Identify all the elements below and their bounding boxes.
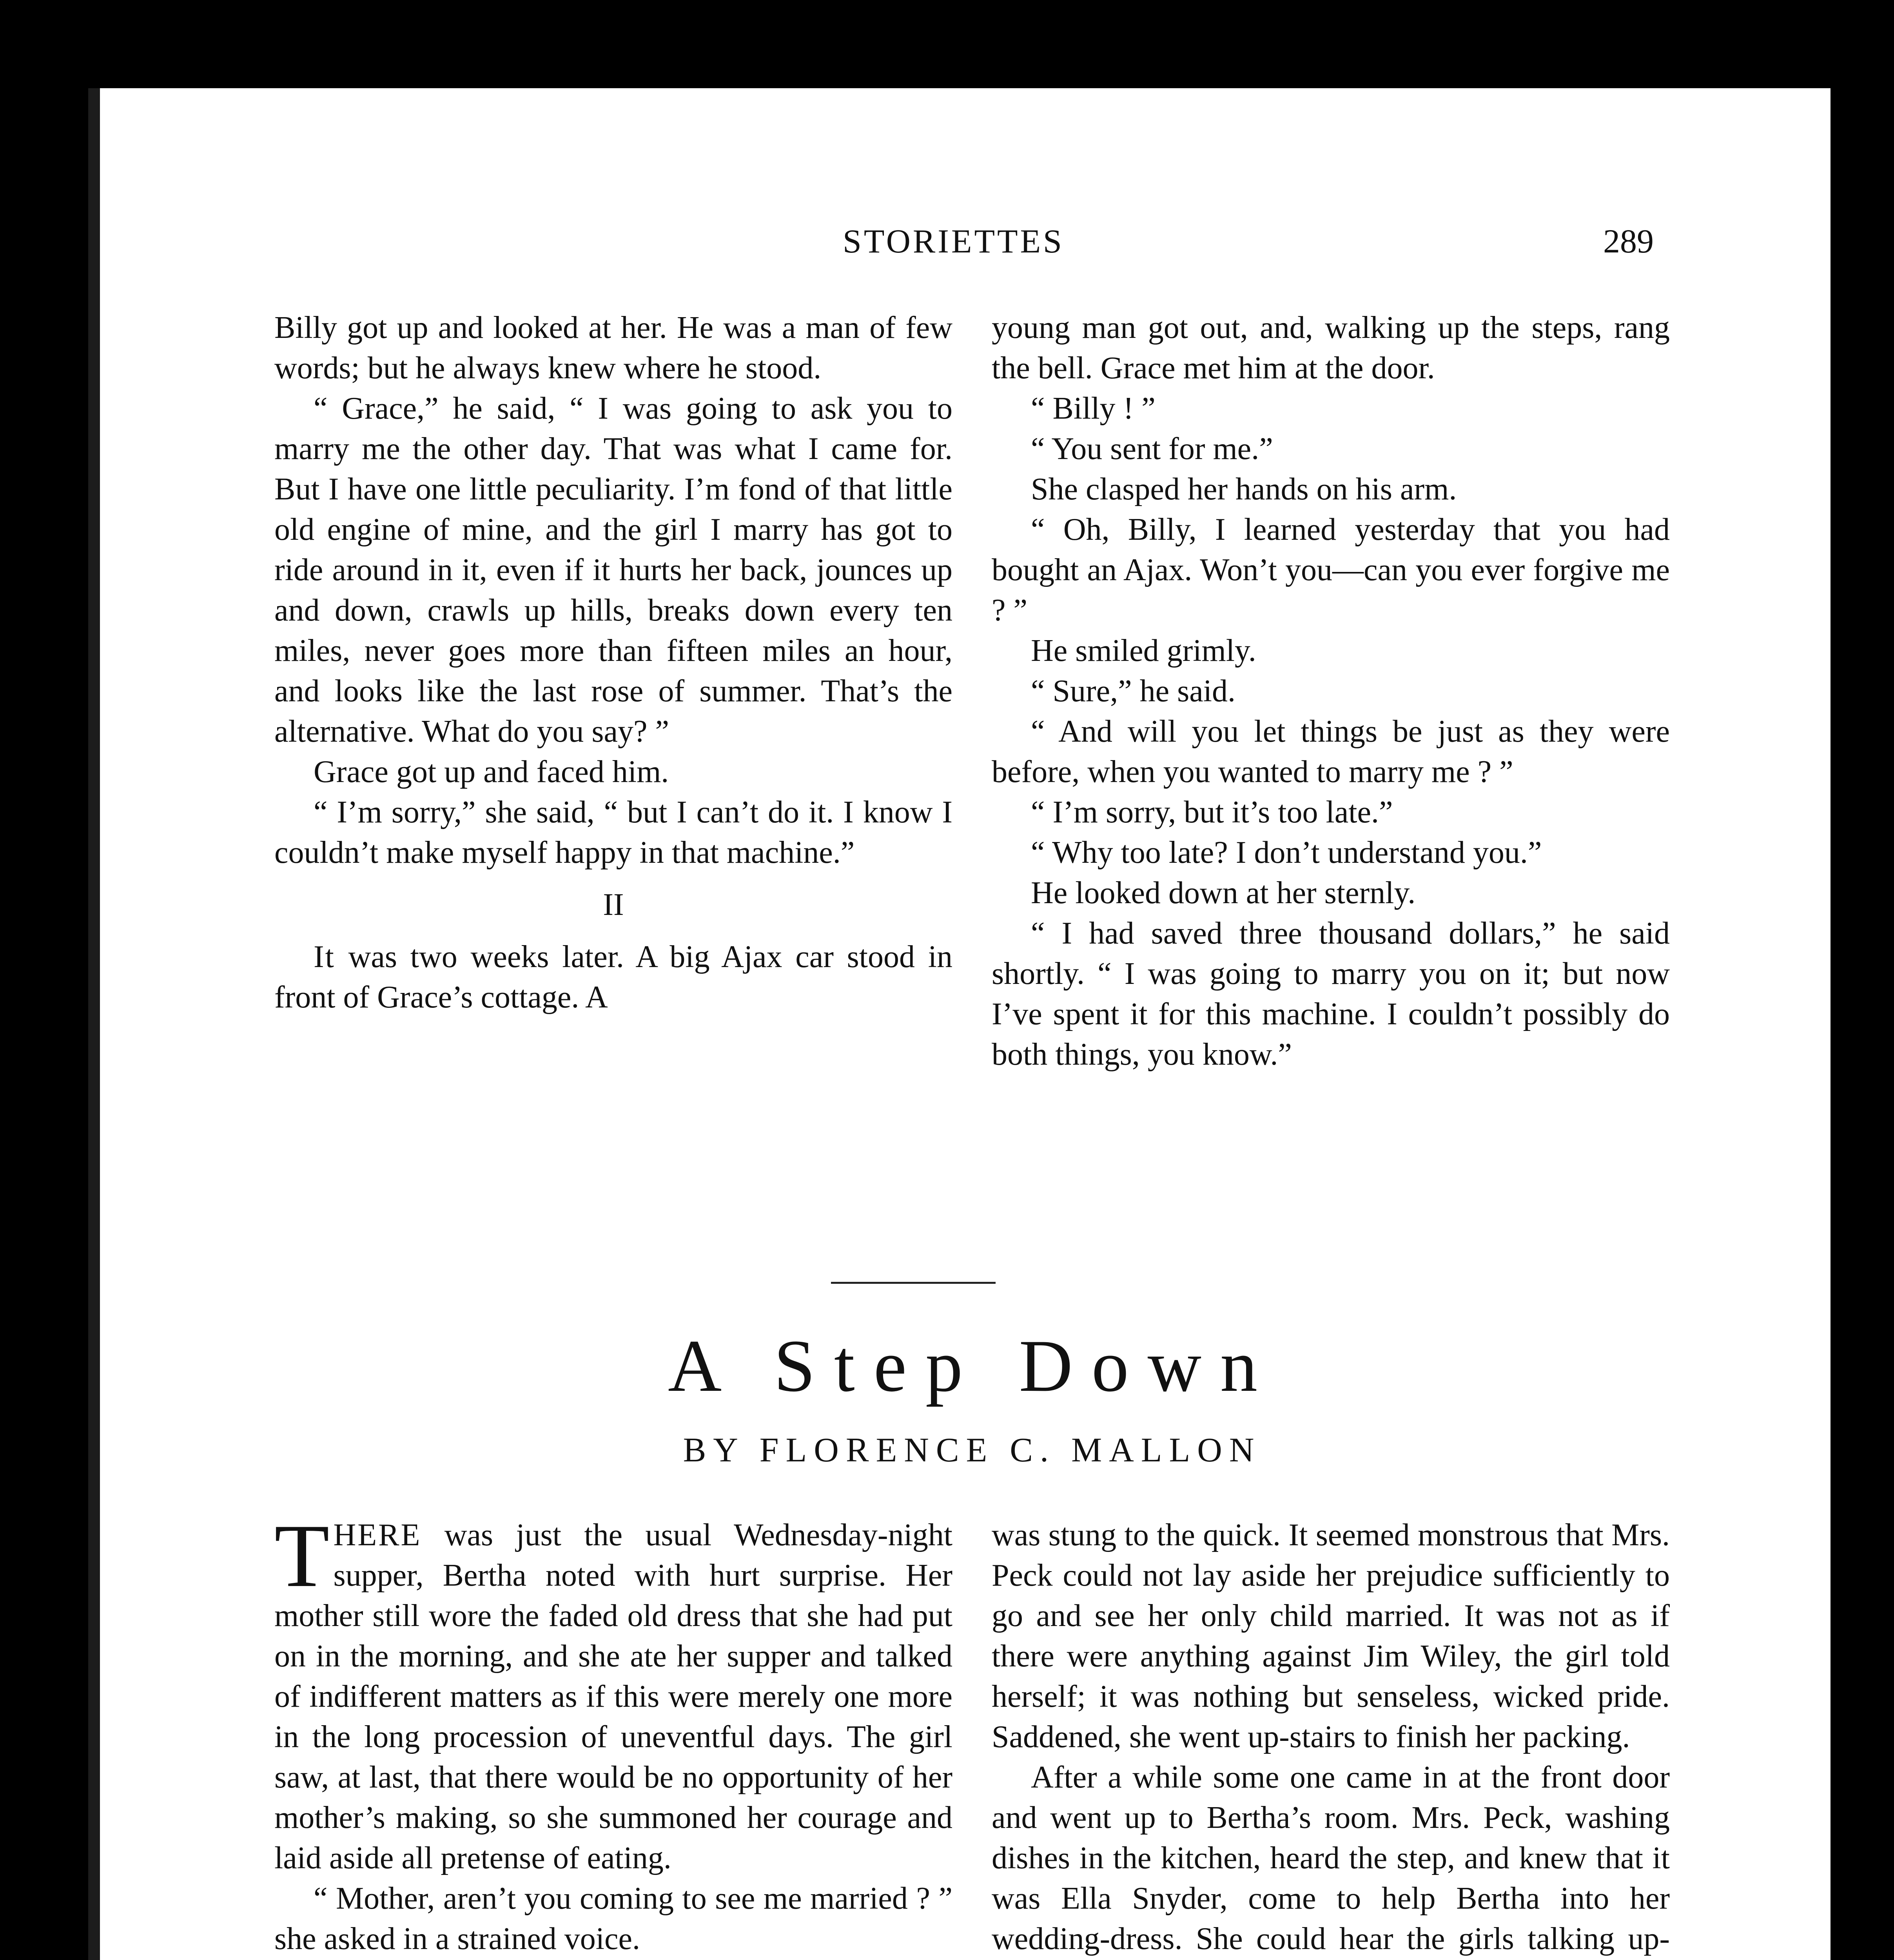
paragraph: “ I’m sorry, but it’s too late.” bbox=[1031, 795, 1393, 829]
paragraph: “ I had saved three thousand dollars,” he said shortly. “ I was going to marry you on it; but now I’ve spent it for this machine. I couldn’t possibly do both things, you know.” bbox=[992, 916, 1670, 1072]
paragraph: young man got out, and, walking up the steps, rang the bell. Grace met him at the door. bbox=[992, 310, 1670, 385]
running-head: STORIETTES bbox=[843, 222, 1064, 260]
paragraph: “ Sure,” he said. bbox=[1031, 674, 1236, 708]
opening-paragraph bbox=[274, 1506, 952, 1878]
paragraph: “ Mother, aren’t you coming to see me married ? ” she asked in a strained voice. bbox=[274, 1881, 952, 1956]
paragraph: “ Why too late? I don’t understand you.” bbox=[1031, 835, 1542, 870]
previous-story-right-column bbox=[992, 308, 1670, 1075]
story-left-column bbox=[274, 1506, 952, 1960]
section-number: II bbox=[603, 887, 624, 922]
paragraph: He looked down at her sternly. bbox=[1031, 876, 1416, 910]
paragraph: Billy got up and looked at her. He was a man of few words; but he always knew where he stood. bbox=[274, 310, 952, 385]
paragraph: was stung to the quick. It seemed monstrous that Mrs. Peck could not lay aside her prejudice sufficiently to go and see her only child married. It was not as if there were anything against Jim Wiley, the girl told herself; it was nothing but senseless, wicked pride. Saddened, she went up-stairs to finish her packing. bbox=[992, 1518, 1670, 1754]
story-right-column bbox=[992, 1515, 1670, 1960]
story-byline: BY FLORENCE C. MALLON bbox=[683, 1431, 1261, 1469]
paragraph: After a while some one came in at the front door and went up to Bertha’s room. Mrs. Peck, washing dishes in the kitchen, heard the step, and knew that it was Ella Snyder, come to help Bertha into her wedding-dress. She could hear the girls talking up- bbox=[992, 1760, 1670, 1956]
page-number: 289 bbox=[1603, 222, 1654, 260]
section-text: was two weeks later. A big Ajax car stood in front of Grace’s cottage. A bbox=[274, 940, 952, 1014]
section-lead-word: It bbox=[314, 940, 335, 974]
paragraph: “ And will you let things be just as they were before, when you wanted to marry me ? ” bbox=[992, 714, 1670, 789]
paragraph bbox=[274, 937, 952, 1018]
paragraph: He smiled grimly. bbox=[1031, 633, 1256, 668]
opening-text: was just the usual Wednesday-night supper, Bertha noted with hurt surprise. Her mother still wore the faded old dress that she had put on in the morning, and she ate her supper and talked of indifferent matters as if this were merely one more in the long procession of uneventful days. The girl saw, at last, that there would be no opportunity of her mother’s making, so she summoned her courage and laid aside all pretense of eating. bbox=[274, 1518, 952, 1875]
paragraph: She clasped her hands on his arm. bbox=[1031, 472, 1457, 506]
drop-cap-rest: HERE bbox=[333, 1518, 422, 1552]
paragraph: “ I’m sorry,” she said, “ but I can’t do it. I know I couldn’t make myself happy in that machine.” bbox=[274, 795, 952, 870]
paragraph: Grace got up and faced him. bbox=[314, 755, 669, 789]
paragraph: “ Billy ! ” bbox=[1031, 391, 1156, 426]
previous-story-left-column bbox=[274, 308, 952, 1018]
section-divider bbox=[831, 1282, 996, 1284]
paragraph: “ You sent for me.” bbox=[1031, 432, 1273, 466]
story-title: A Step Down bbox=[668, 1325, 1276, 1407]
paragraph: “ Grace,” he said, “ I was going to ask you to marry me the other day. That was what I came for. But I have one little peculiarity. I’m fond of that little old engine of mine, and the girl I marry has got to ride around in it, even if it hurts her back, jounces up and down, crawls up hills, breaks down every ten miles, never goes more than fifteen miles an hour, and looks like the last rose of summer. That’s the alternative. What do you say? ” bbox=[274, 391, 952, 749]
drop-cap: T bbox=[274, 1506, 330, 1606]
paragraph: “ Oh, Billy, I learned yesterday that you had bought an Ajax. Won’t you—can you ever forgive me ? ” bbox=[992, 512, 1670, 628]
